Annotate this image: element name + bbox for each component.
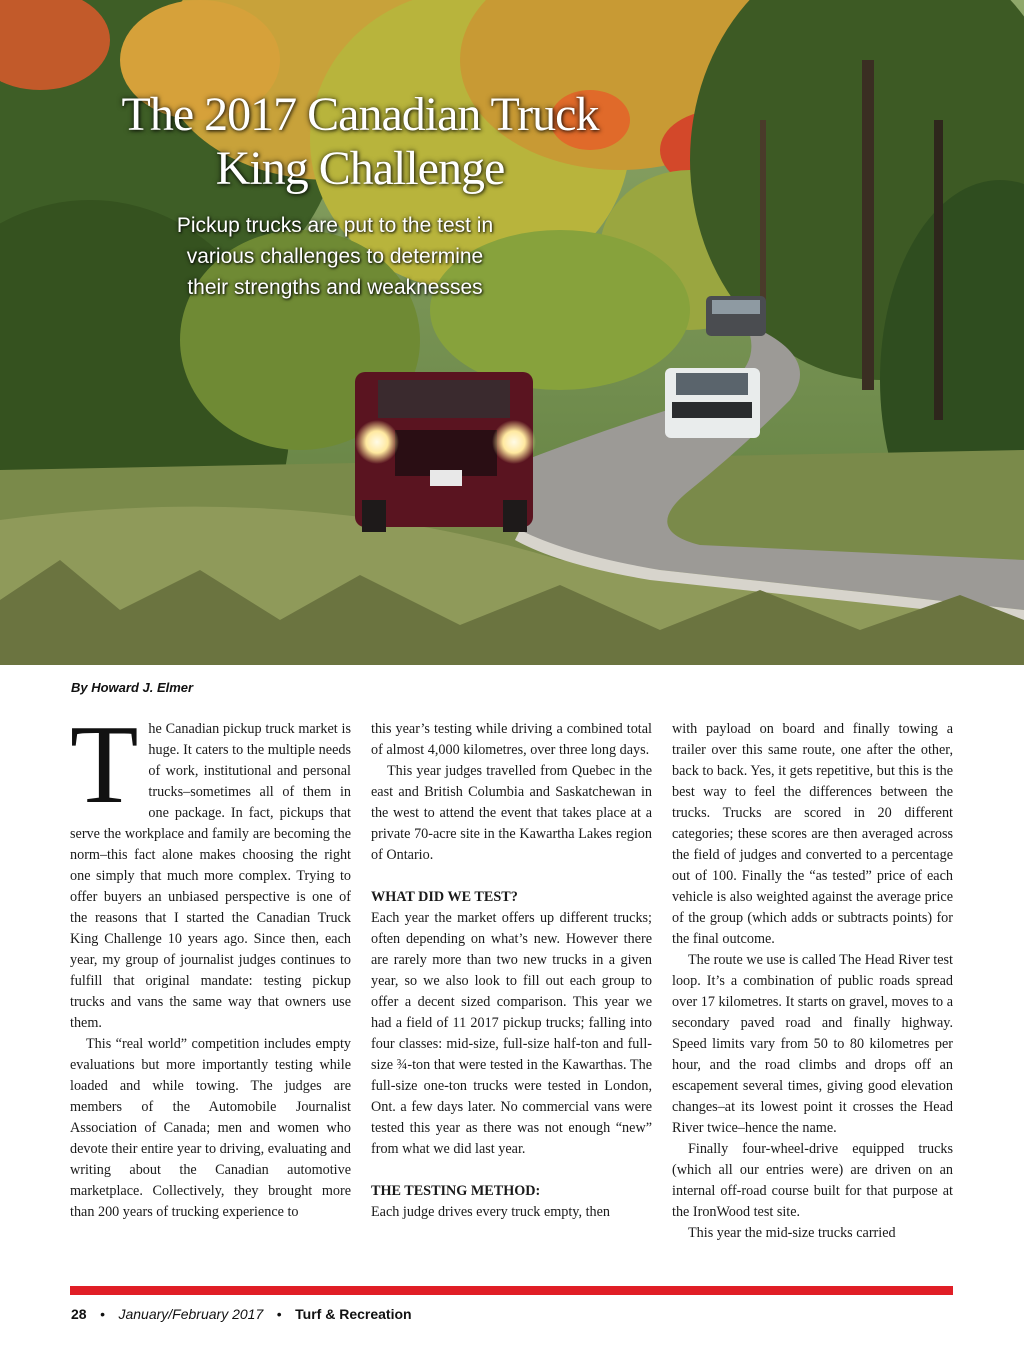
hero-photo [0, 0, 1024, 665]
paragraph: with payload on board and finally towing a trailer over this same route, one after the other, back to back. Yes, it gets repetitive, but this is the best way to feel the differences between the trucks. Trucks are scored in 20 different categories; these scores are then averaged across the field of judges and converted to a percentage out of 100. Finally the “as tested” price of each vehicle is also weighted against the average price of the group (which adds or subtracts points) for the final outcome. [672, 721, 953, 947]
column-3 [672, 719, 953, 1244]
paragraph: Each judge drives every truck empty, then [371, 1204, 610, 1220]
paragraph: This year the mid-size trucks carried [688, 1225, 896, 1241]
footer-separator: • [100, 1306, 105, 1322]
subtitle-line-1: Pickup trucks are put to the test in [176, 214, 494, 237]
paragraph: Each year the market offers up different trucks; often depending on what’s new. However there are rarely more than two new trucks in a given year, so we also look to fill out each group to offer a decent sized comparison. This year we had a field of 11 2017 pickup trucks; falling into four classes: mid-size, full-size half-ton and full-size ¾-ton that were tested in the Kawarthas. The full-size one-ton trucks were tested in London, Ont. a few days later. No commercial vans were tested this year as there was not enough “new” from what we did last year. [371, 910, 652, 1157]
footer-separator: • [276, 1306, 282, 1322]
issue-date: January/February 2017 [118, 1306, 264, 1322]
paragraph: this year’s testing while driving a combined total of almost 4,000 kilometres, over three long days. [371, 721, 652, 758]
byline: By Howard J. Elmer [71, 680, 194, 695]
column-2 [371, 719, 652, 1223]
paragraph: This “real world” competition includes empty evaluations but more importantly testing while loaded and while towing. The judges are members of the Automobile Journalist Association of Canada; men and women who devote their entire year to driving, evaluating and writing about the Canadian automotive marketplace. Collectively, they brought more than 200 years of trucking experience to [70, 1036, 351, 1220]
article-title [60, 88, 660, 196]
subtitle-line-2: various challenges to determine [186, 245, 484, 268]
title-line-2: King Challenge [215, 142, 505, 195]
magazine-name: Turf & Recreation [295, 1306, 412, 1322]
subtitle-line-3: their strengths and weaknesses [187, 276, 483, 299]
section-heading: THE TESTING METHOD: [371, 1183, 541, 1199]
drop-cap: T [70, 703, 139, 827]
section-heading: WHAT DID WE TEST? [371, 889, 518, 905]
accent-bar [70, 1286, 953, 1295]
paragraph: Finally four-wheel-drive equipped trucks (which all our entries were) are driven on an internal off-road course built for that purpose at the IronWood test site. [672, 1141, 953, 1220]
paragraph: The route we use is called The Head River test loop. It’s a combination of public roads spread over 17 kilometres. It starts on gravel, moves to a secondary paved road and finally highway. Speed limits vary from 50 to 80 kilometres per hour, and the road climbs and drops off an escapement several times, giving good elevation changes–at its lowest point it crosses the Head River twice–hence the name. [672, 952, 953, 1136]
paragraph: This year judges travelled from Quebec in the east and British Columbia and Saskatchewan in the west to attend the event that takes place at a private 70-acre site in the Kawartha Lakes region of Ontario. [371, 763, 652, 863]
column-1 [70, 703, 351, 1223]
page-number: 28 [71, 1306, 87, 1322]
page-footer [71, 1306, 412, 1324]
article-subtitle [110, 210, 560, 303]
paragraph: he Canadian pickup truck market is huge. It caters to the multiple needs of work, institutional and personal trucks–sometimes all of them in one package. In fact, pickups that serve the workplace and family are becoming the norm–this fact alone makes choosing the right one simply that much more complex. Trying to offer buyers an unbiased perspective is one of the reasons that I started the Canadian Truck King Challenge 10 years ago. Since then, each year, my group of journalist judges continues to fulfill that original mandate: testing pickup trucks and vans the same way that owners use them. [70, 721, 351, 1031]
title-line-1: The 2017 Canadian Truck [121, 88, 599, 141]
